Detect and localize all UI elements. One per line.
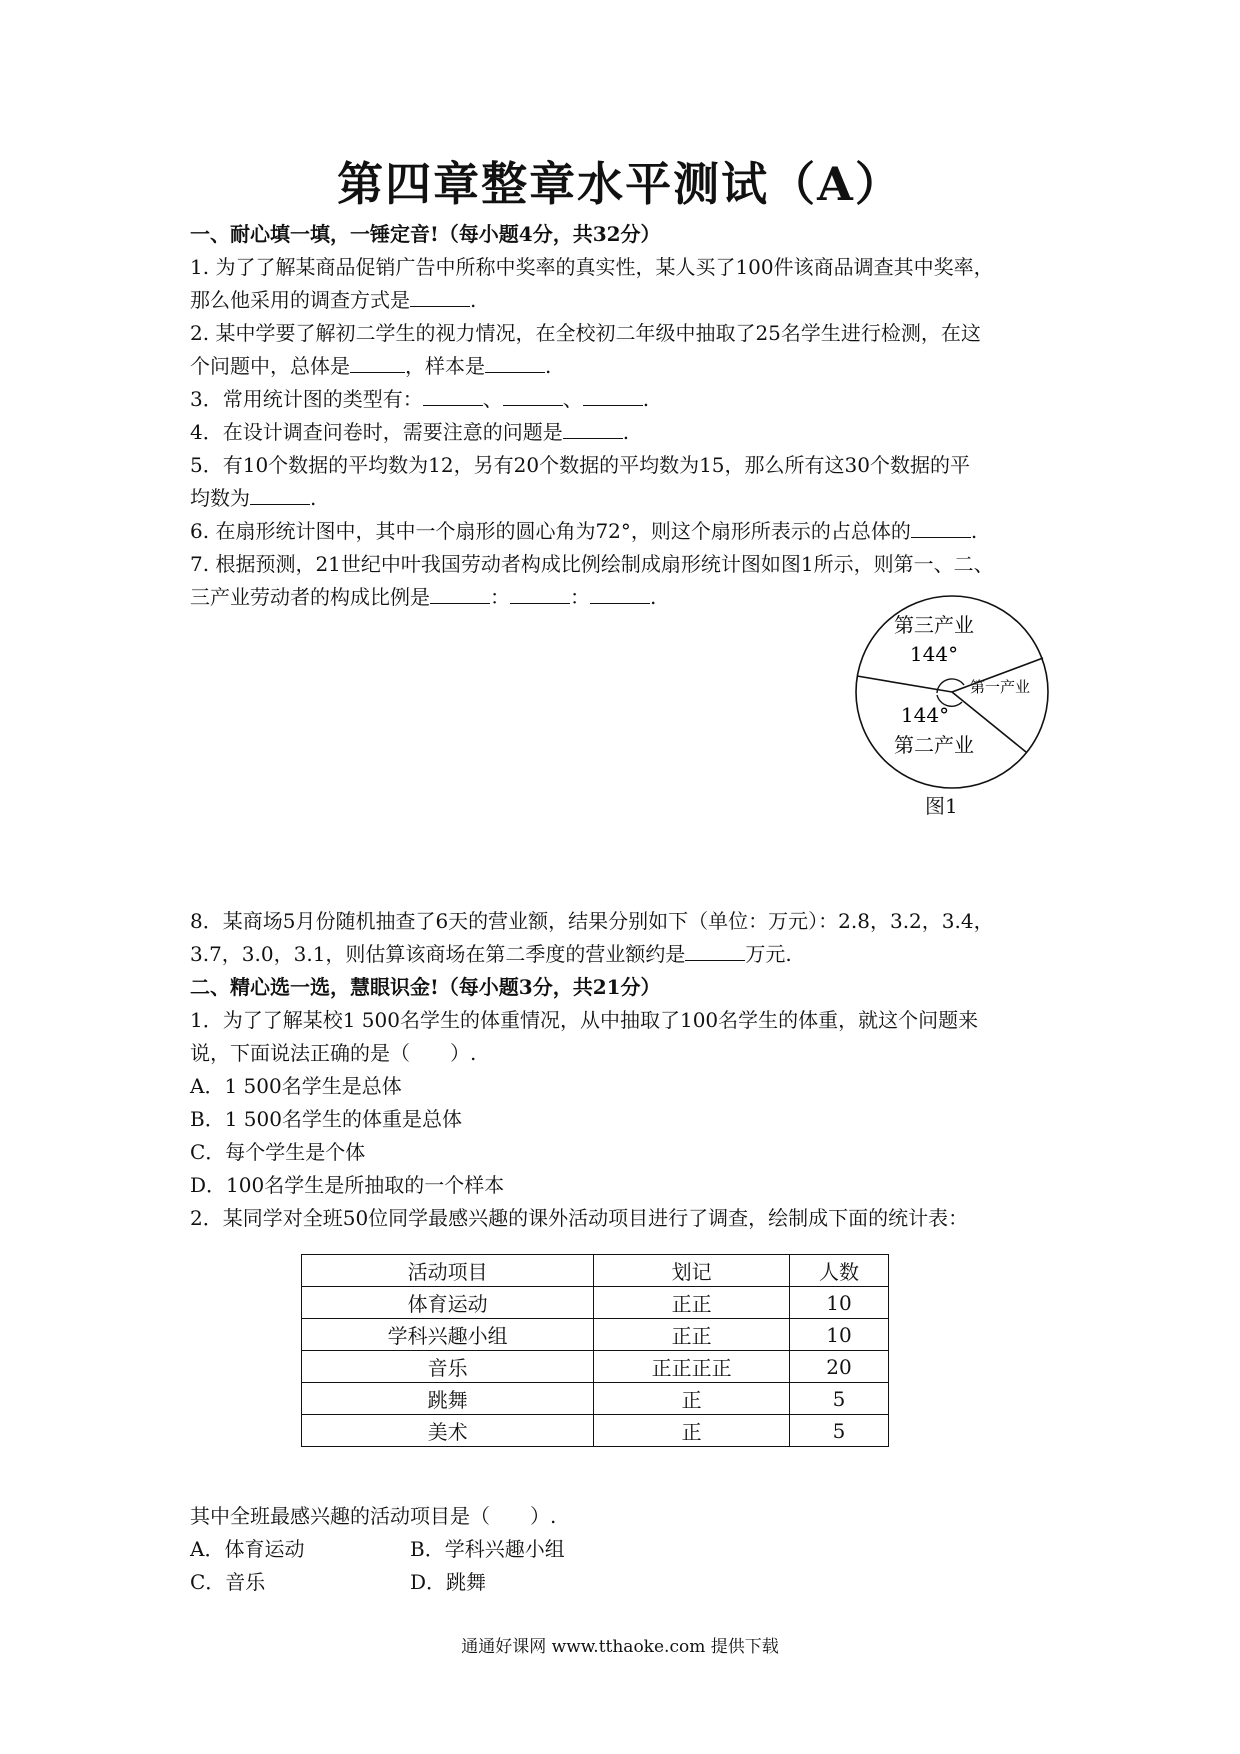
table-header-row — [302, 1255, 889, 1287]
s2-q2-line1: 2．某同学对全班50位同学最感兴趣的课外活动项目进行了调查，绘制成下面的统计表： — [190, 1206, 969, 1230]
s1-q1-line2: 那么他采用的调查方式是 . — [190, 284, 1060, 317]
s1-q4: 4．在设计调查问卷时，需要注意的问题是 . — [190, 416, 1060, 449]
page-title: 第四章整章水平测试（A） — [337, 157, 903, 211]
table-header-cell: 人数 — [789, 1255, 888, 1287]
answer-blank — [430, 581, 490, 604]
label-primary: 第一产业 — [969, 678, 1031, 696]
answer-blank — [685, 938, 745, 961]
table-cell: 5 — [789, 1383, 888, 1415]
s2-q2-options-row2 — [190, 1566, 1060, 1599]
s1-q7-line1: 7. 根据预测，21世纪中叶我国劳动者构成比例绘制成扇形统计图如图1所示，则第一、二、 — [190, 552, 994, 576]
s1-q8-line2: 3.7，3.0，3.1，则估算该商场在第二季度的营业额约是 万元. — [190, 938, 1060, 971]
s2-q2-question: 其中全班最感兴趣的活动项目是（ ）. — [190, 1504, 557, 1528]
table-cell: 20 — [789, 1351, 888, 1383]
s1-q2-line2: 个问题中，总体是 ，样本是 . — [190, 350, 1060, 383]
s2-q2-option-a: A．体育运动 — [190, 1537, 305, 1561]
table-cell: 正 — [594, 1383, 790, 1415]
s2-q1-line2: 说，下面说法正确的是（ ）. — [190, 1041, 477, 1065]
table-cell: 学科兴趣小组 — [302, 1319, 594, 1351]
answer-blank — [485, 350, 545, 373]
s1-q5-line1: 5．有10个数据的平均数为12，另有20个数据的平均数为15，那么所有这30个数据的平 — [190, 453, 970, 477]
answer-blank — [911, 515, 971, 538]
s2-q1-option-a: A．1 500名学生是总体 — [190, 1074, 402, 1098]
s1-q1-line1: 1. 为了了解某商品促销广告中所称中奖率的真实性，某人买了100件该商品调查其中奖率， — [190, 255, 994, 279]
s2-q2-options-row1 — [190, 1533, 1060, 1566]
page-footer: 通通好课网 www.tthaoke.com 提供下载 — [461, 1637, 779, 1657]
s2-q1-option-d: D．100名学生是所抽取的一个样本 — [190, 1173, 505, 1197]
table-cell: 跳舞 — [302, 1383, 594, 1415]
section2-heading: 二、精心选一选，慧眼识金!（每小题3分，共21分） — [190, 975, 661, 999]
answer-blank — [350, 350, 405, 373]
s2-q2-option-b: B．学科兴趣小组 — [410, 1537, 565, 1561]
activity-stats-table — [301, 1254, 889, 1447]
table-header-cell: 划记 — [594, 1255, 790, 1287]
table-row — [302, 1319, 889, 1351]
s2-q1-line1: 1．为了了解某校1 500名学生的体重情况，从中抽取了100名学生的体重，就这个问题来 — [190, 1008, 979, 1032]
angle-secondary: 144° — [900, 703, 950, 727]
s1-q7-line2: 三产业劳动者的构成比例是 ： ： . — [190, 581, 1060, 614]
s1-q2-line1: 2. 某中学要了解初二学生的视力情况，在全校初二年级中抽取了25名学生进行检测，在这 — [190, 321, 981, 345]
table-cell: 体育运动 — [302, 1287, 594, 1319]
answer-blank — [563, 416, 623, 439]
s2-q1-option-b: B．1 500名学生的体重是总体 — [190, 1107, 462, 1131]
s1-q5-line2: 均数为 . — [190, 482, 1060, 515]
table-row — [302, 1351, 889, 1383]
section1-heading: 一、耐心填一填，一锤定音!（每小题4分，共32分） — [190, 222, 661, 246]
answer-blank — [423, 383, 483, 406]
table-cell: 正 — [594, 1415, 790, 1447]
answer-blank — [503, 383, 563, 406]
s2-q1-option-c: C．每个学生是个体 — [190, 1140, 366, 1164]
s2-q2-option-d: D．跳舞 — [410, 1570, 487, 1594]
table-header-cell: 活动项目 — [302, 1255, 594, 1287]
answer-blank — [590, 581, 650, 604]
s2-q2-option-c: C．音乐 — [190, 1570, 266, 1594]
table-cell: 正正 — [594, 1287, 790, 1319]
answer-blank — [250, 482, 310, 505]
s1-q3: 3．常用统计图的类型有： 、 、 . — [190, 383, 1060, 416]
table-cell: 正正 — [594, 1319, 790, 1351]
s1-q8-line1: 8．某商场5月份随机抽查了6天的营业额，结果分别如下（单位：万元）：2.8，3.2，3.4， — [190, 909, 994, 933]
table-cell: 音乐 — [302, 1351, 594, 1383]
angle-tertiary: 144° — [909, 642, 959, 666]
table-row — [302, 1383, 889, 1415]
table-row — [302, 1415, 889, 1447]
table-row — [302, 1287, 889, 1319]
label-tertiary: 第三产业 — [894, 613, 974, 637]
table-cell: 10 — [789, 1319, 888, 1351]
answer-blank — [583, 383, 643, 406]
figure1-caption: 图1 — [925, 794, 958, 818]
table-cell: 10 — [789, 1287, 888, 1319]
table-cell: 美术 — [302, 1415, 594, 1447]
figure1-pie-chart — [852, 592, 1052, 792]
table-cell: 正正正正 — [594, 1351, 790, 1383]
answer-blank — [410, 284, 470, 307]
table-cell: 5 — [789, 1415, 888, 1447]
label-secondary: 第二产业 — [894, 733, 974, 757]
answer-blank — [510, 581, 570, 604]
s1-q6: 6. 在扇形统计图中，其中一个扇形的圆心角为72°，则这个扇形所表示的占总体的 . — [190, 515, 1060, 548]
